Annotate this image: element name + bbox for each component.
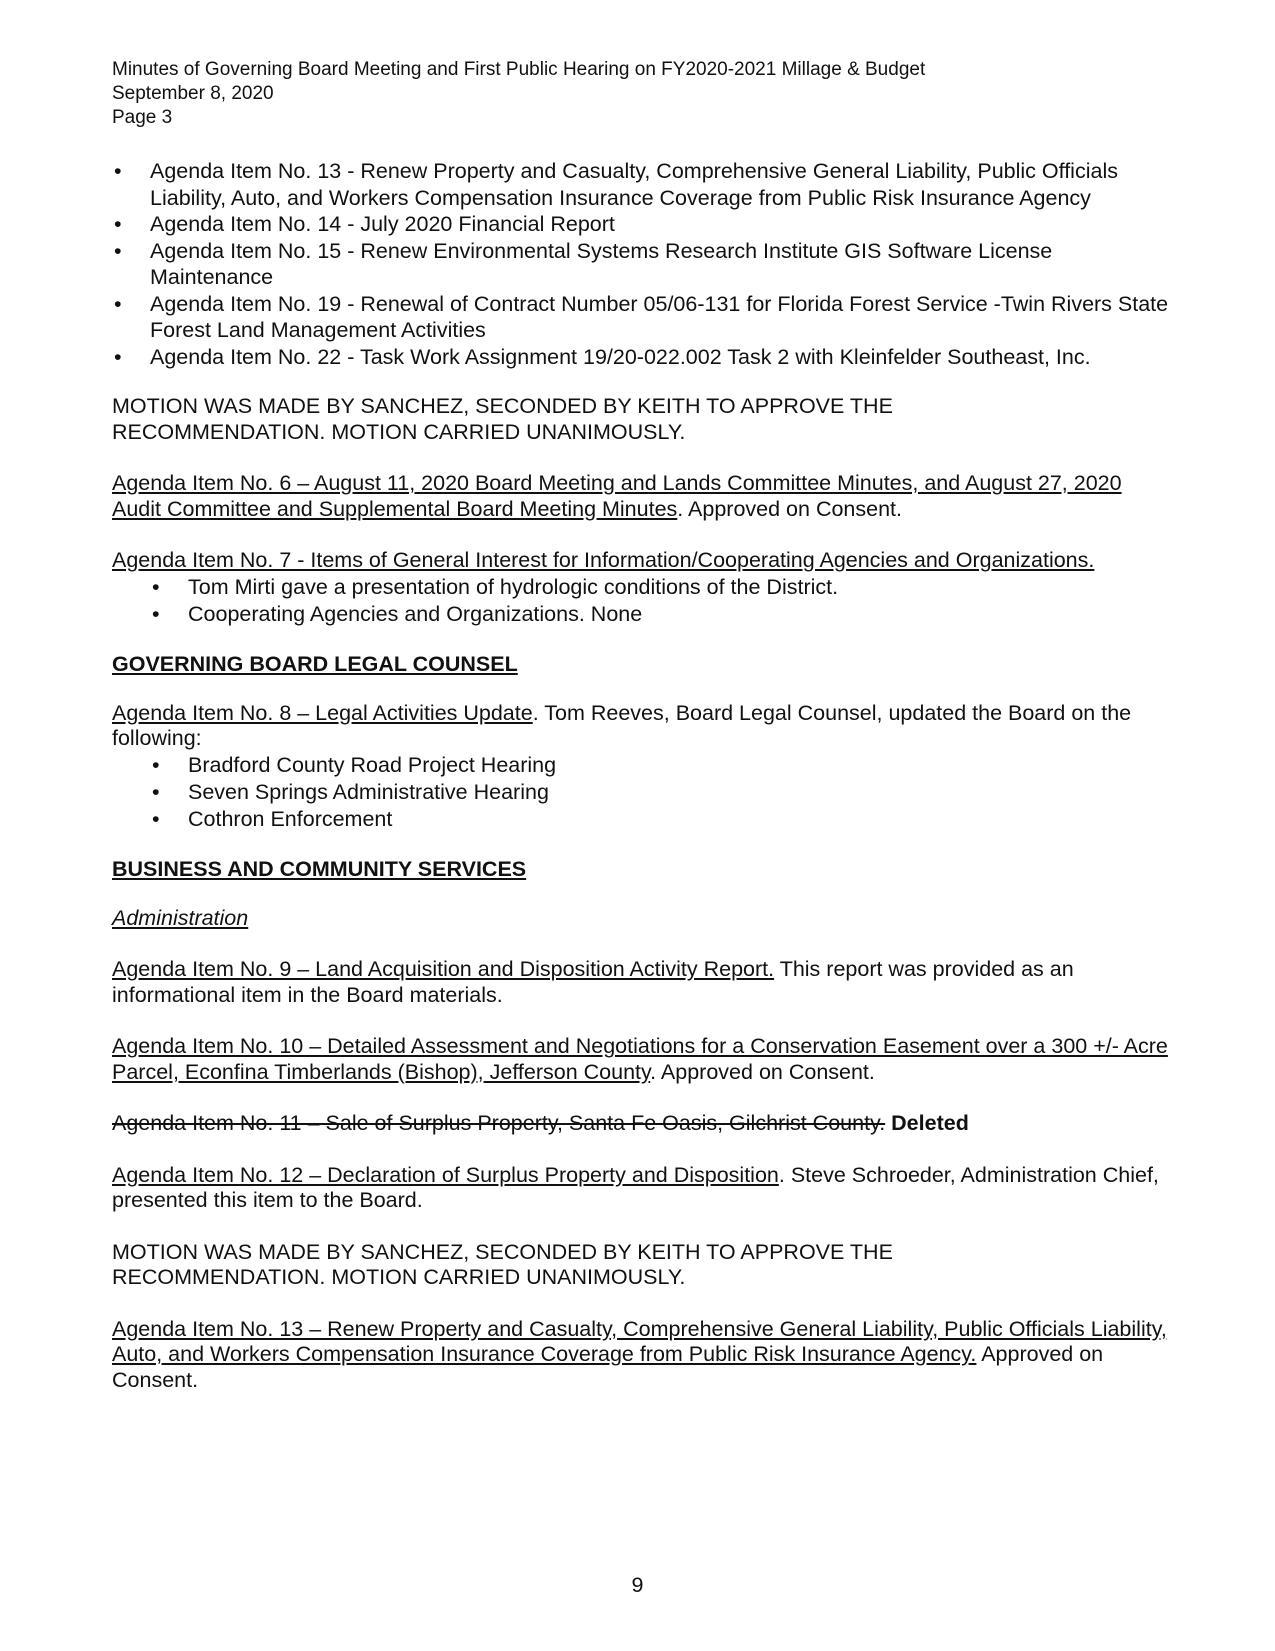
agenda-item-10 — [112, 1034, 1172, 1085]
agenda-item-10-title: Agenda Item No. 10 – Detailed Assessment and Negotiations for a Conservation Easement over a 300 +/- Acre Parcel, Econfina Timberlands (Bishop), Jefferson County — [112, 1034, 1168, 1084]
agenda-item-13-text: Approved on Consent. — [112, 1342, 1104, 1392]
agenda-item-9-title: Agenda Item No. 9 – Land Acquisition and Disposition Activity Report. — [112, 957, 775, 981]
list-item: • Agenda Item No. 22 - Task Work Assignment 19/20-022.002 Task 2 with Kleinfelder Southeast, Inc. — [112, 344, 1172, 371]
agenda-item-8-text: . Tom Reeves, Board Legal Counsel, updated the Board on the following: — [112, 700, 1132, 750]
list-item: • Agenda Item No. 14 - July 2020 Financial Report — [112, 211, 1172, 238]
agenda-item-10-text: . Approved on Consent. — [650, 1059, 875, 1084]
motion-text: MOTION WAS MADE BY SANCHEZ, SECONDED BY KEITH TO APPROVE THE RECOMMENDATION. MOTION CARRIED UNANIMOUSLY. — [112, 394, 893, 444]
agenda-item-9 — [112, 957, 1172, 1008]
header-page: Page 3 — [112, 107, 173, 128]
agenda-item-6 — [112, 471, 1172, 522]
list-item: • Agenda Item No. 13 - Renew Property and Casualty, Comprehensive General Liability, Public Officials Liability, Auto, and Workers Compensation Insurance Coverage from Public Risk Insurance Agency — [112, 158, 1172, 211]
agenda-item-13 — [112, 1317, 1172, 1394]
agenda-item-7 — [112, 548, 1172, 574]
list-item: • Cothron Enforcement — [112, 806, 1172, 833]
list-item: • Seven Springs Administrative Hearing — [112, 779, 1172, 806]
agenda-item-12 — [112, 1163, 1172, 1214]
agenda-item-9-text: This report was provided as an informational item in the Board materials. — [112, 957, 1074, 1007]
agenda-item-12-title: Agenda Item No. 12 – Declaration of Surplus Property and Disposition — [112, 1162, 779, 1187]
agenda-item-8-title: Agenda Item No. 8 – Legal Activities Update — [112, 700, 533, 725]
agenda-item-13-title: Agenda Item No. 13 – Renew Property and Casualty, Comprehensive General Liability, Public Officials Liability, Auto, and Workers Compensation Insurance Coverage from Public Risk Insurance Agency. — [112, 1316, 1167, 1366]
list-item: • Bradford County Road Project Hearing — [112, 752, 1172, 779]
agenda-item-6-title: Agenda Item No. 6 – August 11, 2020 Board Meeting and Lands Committee Minutes, and August 27, 2020 Audit Committee and Supplemental Board Meeting Minutes — [112, 471, 1122, 521]
agenda-item-12-text: . Steve Schroeder, Administration Chief, presented this item to the Board. — [112, 1162, 1159, 1212]
agenda-item-8-list — [112, 752, 1172, 833]
consent-items-list — [112, 158, 1172, 370]
agenda-item-7-title: Agenda Item No. 7 - Items of General Interest for Information/Cooperating Agencies and Organizations. — [112, 548, 1095, 572]
motion-text: MOTION WAS MADE BY SANCHEZ, SECONDED BY KEITH TO APPROVE THE RECOMMENDATION. MOTION CARRIED UNANIMOUSLY. — [112, 1239, 893, 1289]
page-number: 9 — [631, 1573, 644, 1597]
header-date: September 8, 2020 — [112, 83, 274, 104]
list-item: • Agenda Item No. 15 - Renew Environmental Systems Research Institute GIS Software License Maintenance — [112, 238, 1172, 291]
agenda-item-11-status: Deleted — [891, 1111, 969, 1135]
agenda-item-7-list — [112, 574, 1172, 628]
document-page — [112, 58, 1172, 1393]
agenda-item-8 — [112, 701, 1172, 752]
subsection-heading-administration: Administration — [112, 905, 249, 930]
list-item: • Cooperating Agencies and Organizations. None — [112, 601, 1172, 628]
agenda-item-6-text: . Approved on Consent. — [677, 496, 902, 521]
list-item: • Agenda Item No. 19 - Renewal of Contract Number 05/06-131 for Florida Forest Service -Twin Rivers State Forest Land Management Activities — [112, 291, 1172, 344]
header — [112, 58, 1172, 130]
agenda-item-11-title: Agenda Item No. 11 – Sale of Surplus Property, Santa Fe Oasis, Gilchrist County. — [112, 1111, 886, 1135]
header-title: Minutes of Governing Board Meeting and First Public Hearing on FY2020-2021 Millage & Budget — [112, 59, 926, 80]
list-item: • Tom Mirti gave a presentation of hydrologic conditions of the District. — [112, 574, 1172, 601]
agenda-item-11 — [112, 1111, 1172, 1137]
section-heading-legal: GOVERNING BOARD LEGAL COUNSEL — [112, 651, 518, 676]
section-heading-business: BUSINESS AND COMMUNITY SERVICES — [112, 856, 527, 881]
